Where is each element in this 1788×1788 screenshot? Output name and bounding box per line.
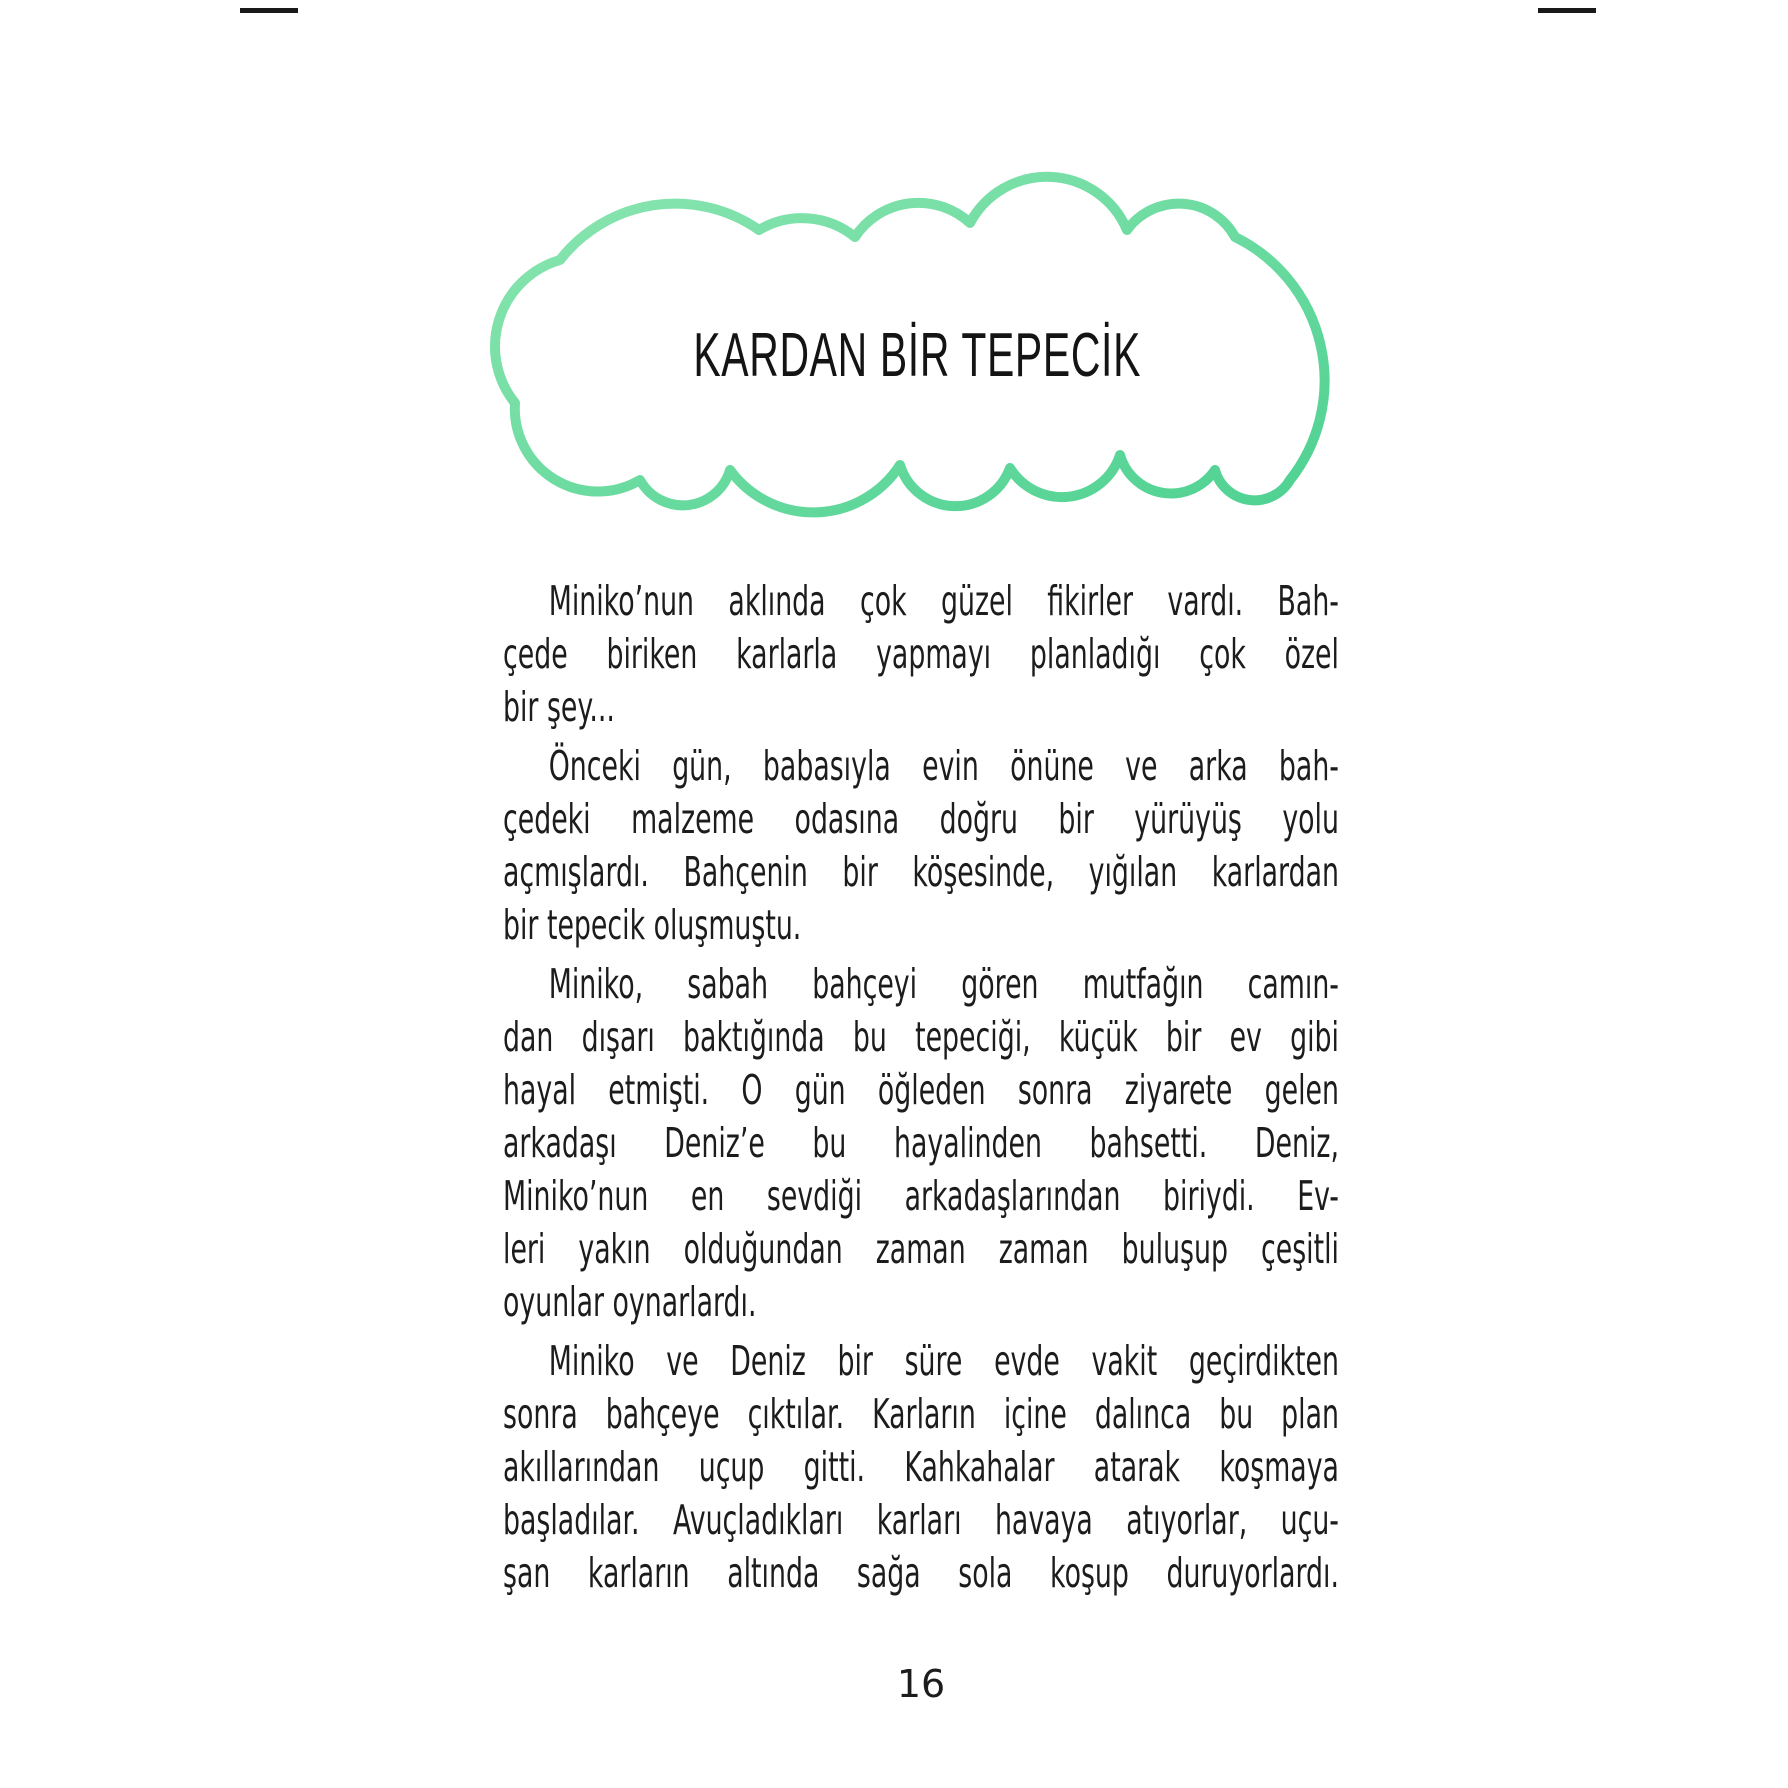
text-line: arkadaşı Deniz’e bu hayalinden bahsetti. Deniz, xyxy=(503,1119,1339,1167)
text-line: Miniko ve Deniz bir süre evde vakit geçirdikten xyxy=(548,1337,1339,1385)
text-line: dan dışarı baktığında bu tepeciği, küçük bir ev gibi xyxy=(503,1013,1339,1061)
text-line: Miniko’nun aklında çok güzel fikirler vardı. Bah- xyxy=(548,577,1339,625)
paragraph xyxy=(503,1335,1339,1600)
paragraph xyxy=(503,740,1339,952)
text-line: bir şey... xyxy=(503,683,615,731)
chapter-title xyxy=(515,320,1320,391)
paragraph xyxy=(503,575,1339,734)
paragraph xyxy=(503,958,1339,1329)
text-line: başladılar. Avuçladıkları karları havaya atıyorlar, uçu- xyxy=(503,1496,1339,1544)
text-line: akıllarından uçup gitti. Kahkahalar atarak koşmaya xyxy=(503,1443,1339,1491)
text-line: şan karların altında sağa sola koşup duruyorlardı. xyxy=(503,1549,1339,1597)
trim-mark-left xyxy=(240,8,298,13)
text-line: Miniko’nun en sevdiği arkadaşlarından biriydi. Ev- xyxy=(503,1172,1339,1220)
chapter-title-text: KARDAN BİR TEPECİK xyxy=(693,321,1142,390)
trim-mark-right xyxy=(1538,8,1596,13)
text-line: Önceki gün, babasıyla evin önüne ve arka bah- xyxy=(548,742,1339,790)
text-line: bir tepecik oluşmuştu. xyxy=(503,901,802,949)
page-number: 16 xyxy=(896,1662,946,1706)
text-line: leri yakın olduğundan zaman zaman buluşup çeşitli xyxy=(503,1225,1339,1273)
text-line: açmışlardı. Bahçenin bir köşesinde, yığılan karlardan xyxy=(503,848,1339,896)
text-line: çede biriken karlarla yapmayı planladığı çok özel xyxy=(503,630,1339,678)
text-line: çedeki malzeme odasına doğru bir yürüyüş yolu xyxy=(503,795,1339,843)
text-line: Miniko, sabah bahçeyi gören mutfağın camın- xyxy=(548,960,1339,1008)
text-line: oyunlar oynarlardı. xyxy=(503,1278,757,1326)
text-line: sonra bahçeye çıktılar. Karların içine dalınca bu plan xyxy=(503,1390,1339,1438)
text-line: hayal etmişti. O gün öğleden sonra ziyarete gelen xyxy=(503,1066,1339,1114)
body-text xyxy=(503,575,1339,1600)
